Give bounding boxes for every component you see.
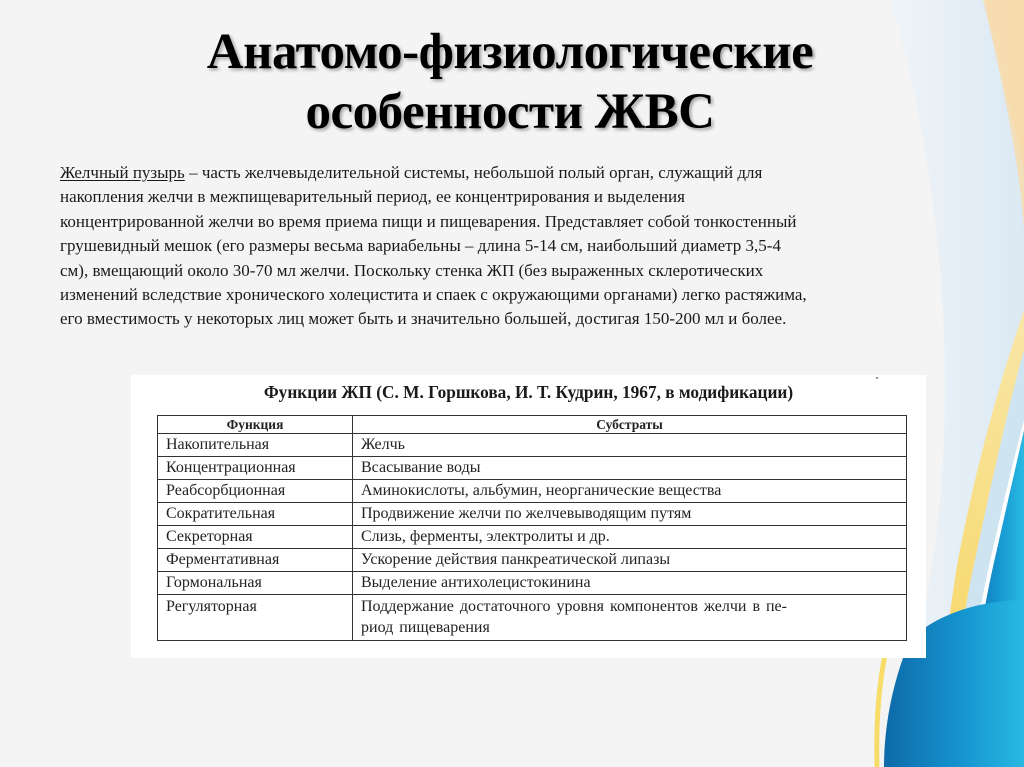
cell-function: Концентрационная — [158, 457, 353, 480]
table-row — [158, 549, 907, 572]
header-function: Функция — [158, 416, 353, 434]
cell-function: Регуляторная — [158, 595, 353, 641]
cell-substrate: Выделение антихолецистокинина — [353, 572, 907, 595]
functions-table-panel — [131, 375, 926, 658]
intro-line-4: грушевидный мешок (его размеры весьма вариабельны – длина 5-14 см, наибольший диаметр 3,5-4 — [60, 236, 781, 256]
cell-substrate: Слизь, ферменты, электролиты и др. — [353, 526, 907, 549]
cell-function: Секреторная — [158, 526, 353, 549]
cell-function: Накопительная — [158, 434, 353, 457]
functions-table — [157, 415, 907, 641]
slide-title — [120, 22, 900, 142]
cell-function: Сократительная — [158, 503, 353, 526]
title-line-1: Анатомо-физиологические — [206, 24, 814, 80]
cell-function: Гормональная — [158, 572, 353, 595]
intro-line-2: накопления желчи в межпищеварительный период, ее концентрирования и выделения — [60, 187, 685, 207]
intro-line-7: его вместимость у некоторых лиц может быть и значительно большей, достигая 150-200 мл и более. — [60, 309, 787, 329]
table-row — [158, 434, 907, 457]
cell-substrate: Продвижение желчи по желчевыводящим путям — [353, 503, 907, 526]
cell-substrate-line-2: риод пищеварения — [361, 619, 490, 636]
table-row — [158, 526, 907, 549]
table-header-row — [158, 416, 907, 434]
cell-function: Реабсорбционная — [158, 480, 353, 503]
table-row — [158, 595, 907, 641]
intro-line-6: изменений вследствие хронического холецистита и спаек с окружающими органами) легко растяжима, — [60, 285, 807, 305]
cell-substrate: Желчь — [353, 434, 907, 457]
intro-lead-term: Желчный пузырь — [60, 163, 185, 182]
table-row — [158, 457, 907, 480]
intro-paragraph — [60, 161, 960, 332]
intro-line-1 — [60, 161, 960, 185]
cell-substrate: Аминокислоты, альбумин, неорганические вещества — [353, 480, 907, 503]
table-row — [158, 480, 907, 503]
intro-line-1-rest: – часть желчевыделительной системы, небольшой полый орган, служащий для — [184, 163, 763, 182]
cell-substrate: Ускорение действия панкреатической липазы — [353, 549, 907, 572]
header-substrates: Субстраты — [353, 416, 907, 434]
cell-substrate: Всасывание воды — [353, 457, 907, 480]
table-caption: Функции ЖП (С. М. Горшкова, И. Т. Кудрин, 1967, в модификации) — [263, 382, 794, 402]
table-row — [158, 503, 907, 526]
title-line-2: особенности ЖВС — [305, 84, 715, 140]
cell-substrate — [353, 595, 907, 641]
intro-line-5: см), вмещающий около 30-70 мл желчи. Поскольку стенка ЖП (без выраженных склеротических — [60, 260, 764, 280]
scan-artifact-dot — [876, 377, 878, 379]
intro-line-3: концентрированной желчи во время приема пищи и пищеварения. Представляет собой тонкостенный — [60, 211, 797, 231]
cell-substrate-line-1: Поддержание достаточного уровня компонентов желчи в пе- — [361, 598, 787, 615]
table-row — [158, 572, 907, 595]
cell-function: Ферментативная — [158, 549, 353, 572]
